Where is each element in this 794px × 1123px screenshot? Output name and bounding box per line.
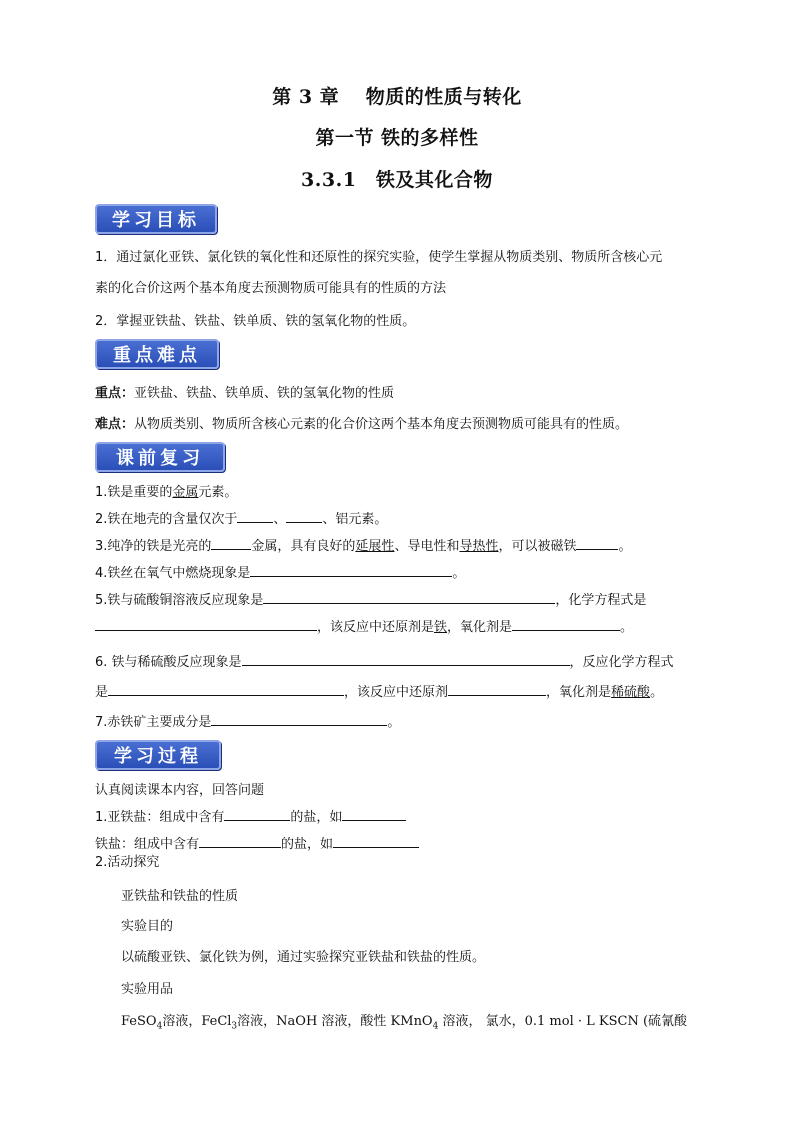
difficulty-text: 从物质类别、物质所含核心元素的化合价这两个基本角度去预测物质可能具有的性质。 [134,417,629,432]
q2-text-a: 2.铁在地壳的含量仅次于 [95,512,238,527]
q4-text-b: 。 [452,566,466,581]
experiment-materials-label: 实验用品 [121,982,174,997]
q6-text-c: 是 [95,685,109,700]
process-p3: 2.活动探究 [95,855,160,870]
fill-blank[interactable] [199,835,281,848]
q3-underlined-2: 导热性 [459,539,499,554]
q5-text-c: ，该反应中还原剂是 [317,620,435,635]
fill-blank[interactable] [224,808,290,821]
q1-underlined-answer: 金属 [172,485,199,500]
p2-text-b: 的盐，如 [281,837,334,852]
key-point-line [95,382,394,401]
materials-text-d: 溶液， 氯水，0.1 mol · L KSCN (硫氰酸 [438,1014,688,1029]
materials-text-a: FeSO [121,1014,157,1029]
q5-text-a: 5.铁与硫酸铜溶液反应现象是 [95,593,264,608]
experiment-purpose-text: 以硫酸亚铁、氯化铁为例，通过实验探究亚铁盐和铁盐的性质。 [121,950,486,965]
difficulty-line [95,413,628,432]
q6-text-e: ，氧化剂是 [546,685,612,700]
q6-text-a: 6. 铁与稀硫酸反应现象是 [95,655,242,670]
review-q5-line-2 [95,616,633,635]
lesson-title: 3.3.1 铁及其化合物 [301,169,493,191]
q2-text-b: 、铝元素。 [322,512,388,527]
q7-text-b: 。 [387,715,401,730]
q3-underlined-1: 延展性 [355,539,395,554]
q6-underlined-answer: 稀硫酸 [611,685,651,700]
review-q6-line-2 [95,681,663,700]
keypoints-badge: 重点难点 [95,339,219,369]
q5-underlined-answer: 铁 [434,620,448,635]
fill-blank[interactable] [342,808,406,821]
experiment-materials-list [121,1010,687,1032]
chapter-title: 第 3 章 物质的性质与转化 [272,86,522,108]
fill-blank[interactable] [576,537,618,550]
key-point-text: 亚铁盐、铁盐、铁单质、铁的氢氧化物的性质 [134,386,395,401]
q5-text-b: ，化学方程式是 [555,593,647,608]
fill-blank[interactable] [286,510,322,523]
subscript: 4 [156,1021,163,1032]
process-p2 [95,833,419,852]
q3-text-b: 金属，具有良好的 [251,539,356,554]
q4-text-a: 4.铁丝在氧气中燃烧现象是 [95,566,251,581]
objective-2: 2．掌握亚铁盐、铁盐、铁单质、铁的氢氧化物的性质。 [95,314,416,329]
fill-blank[interactable] [108,683,344,696]
fill-blank[interactable] [448,683,546,696]
q5-text-e: 。 [620,620,634,635]
q6-text-b: ，反应化学方程式 [569,655,674,670]
p1-text-a: 1.亚铁盐：组成中含有 [95,810,225,825]
q6-text-d: ，该反应中还原剂 [344,685,449,700]
fill-blank[interactable] [211,713,387,726]
process-badge: 学习过程 [95,740,221,770]
review-badge: 课前复习 [95,442,225,472]
process-p1 [95,806,406,825]
fill-blank[interactable] [512,618,620,631]
fill-blank[interactable] [333,835,419,848]
fill-blank[interactable] [242,653,570,666]
subsection-heading: 亚铁盐和铁盐的性质 [121,889,239,904]
review-q4 [95,562,465,581]
q1-text-b: 元素。 [198,485,238,500]
section-title: 第一节 铁的多样性 [315,127,479,149]
q3-text-a: 3.纯净的铁是光亮的 [95,539,212,554]
fill-blank[interactable] [250,564,452,577]
fill-blank[interactable] [95,618,317,631]
objectives-badge: 学习目标 [95,204,217,234]
fill-blank[interactable] [211,537,251,550]
review-q1 [95,481,237,500]
difficulty-label: 难点： [95,417,135,432]
q7-text-a: 7.赤铁矿主要成分是 [95,715,212,730]
fill-blank[interactable] [237,510,273,523]
key-point-label: 重点： [95,386,135,401]
q3-text-e: 。 [618,539,632,554]
review-q3 [95,535,632,554]
p1-text-b: 的盐，如 [290,810,343,825]
review-q5-line-1 [95,589,646,608]
objective-1-line-1: 1．通过氯化亚铁、氯化铁的氧化性和还原性的探究实验，使学生掌握从物质类别、物质所含核心元 [95,250,663,265]
objective-1-line-2: 素的化合价这两个基本角度去预测物质可能具有的性质的方法 [95,281,447,296]
q2-separator: 、 [273,512,287,527]
q1-text-a: 1.铁是重要的 [95,485,173,500]
q3-text-c: 、导电性和 [394,539,460,554]
fill-blank[interactable] [263,591,555,604]
experiment-purpose-label: 实验目的 [121,919,174,934]
review-q6-line-1 [95,651,674,670]
materials-text-b: 溶液，FeCl [162,1014,232,1029]
materials-text-c: 溶液，NaOH 溶液，酸性 KMnO [237,1014,433,1029]
q5-text-d: ，氧化剂是 [447,620,513,635]
p2-text-a: 铁盐：组成中含有 [95,837,200,852]
review-q7 [95,711,400,730]
subscript: 4 [432,1021,439,1032]
q6-text-f: 。 [650,685,664,700]
q3-text-d: ，可以被磁铁 [498,539,577,554]
review-q2 [95,508,387,527]
subscript: 3 [231,1021,238,1032]
process-intro: 认真阅读课本内容，回答问题 [95,783,265,798]
